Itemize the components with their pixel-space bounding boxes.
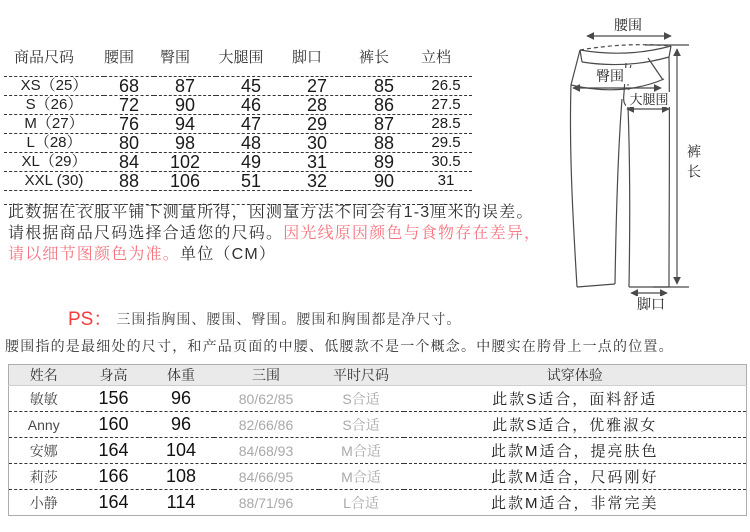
fit-header-cell: 试穿体验 [404, 365, 747, 386]
size-cell: 98 [154, 134, 216, 153]
size-cell: 27 [286, 77, 348, 96]
size-cell: 46 [216, 96, 286, 115]
left-hem [577, 284, 615, 287]
size-cell: 29.5 [420, 134, 472, 153]
fit-cell: 此款M适合，非常完美 [491, 495, 659, 512]
size-cell: 94 [154, 115, 216, 134]
size-header-cell: 立档 [420, 30, 472, 77]
fit-cell: 164 [79, 438, 149, 464]
fit-cell: 此款M适合，提亮肤色 [404, 438, 747, 464]
fit-cell: 此款S适合，面料舒适 [404, 386, 747, 412]
fit-table [8, 364, 747, 516]
size-cell: 87 [348, 115, 420, 134]
size-cell: XXL (30) [4, 172, 104, 191]
size-cell: 47 [216, 115, 286, 134]
right-inner-seam [628, 107, 630, 287]
size-header-cell: 臀围 [154, 30, 216, 77]
fit-row [9, 386, 747, 412]
ps-label: PS： [68, 309, 113, 330]
size-cell: S（26） [4, 96, 104, 115]
fit-header-cell: 平时尺码 [319, 365, 404, 386]
size-cell: 72 [104, 96, 154, 115]
size-cell: 106 [154, 172, 216, 191]
size-table-header-row [4, 30, 472, 77]
fit-header-cell: 三围 [214, 365, 319, 386]
size-row [4, 172, 472, 191]
size-cell: 87 [154, 77, 216, 96]
fit-row [9, 490, 747, 516]
ps-text: 三围指胸围、腰围、臀围。腰围和胸围都是净尺寸。 [116, 311, 462, 327]
left-inner-seam [615, 99, 622, 284]
size-cell: 84 [104, 153, 154, 172]
size-cell: 30 [286, 134, 348, 153]
length-label: 裤长 [684, 136, 702, 192]
fit-cell: 此款S适合，优雅淑女 [404, 412, 747, 438]
fit-header-cell: 姓名 [9, 365, 79, 386]
size-cell: XS（25） [4, 77, 104, 96]
fit-cell: 此款M适合，尺码刚好 [404, 464, 747, 490]
fit-cell: Anny [9, 412, 79, 438]
note-line-3 [8, 244, 541, 265]
size-cell: 68 [104, 77, 154, 96]
fit-cell: 108 [149, 464, 214, 490]
size-cell: 45 [216, 77, 286, 96]
size-cell: 89 [348, 153, 420, 172]
note-line-1: 此数据在衣服平铺下测量所得，因测量方法不同会有1-3厘米的误差。 [8, 204, 534, 221]
fit-cell: 84/68/93 [214, 438, 319, 464]
fit-cell: 104 [149, 438, 214, 464]
size-cell: 49 [216, 153, 286, 172]
size-cell: 28 [286, 96, 348, 115]
color-warning-text: 请以细节图颜色为准。 [8, 246, 181, 263]
fit-cell: 敏敏 [9, 386, 79, 412]
size-cell: 31 [420, 172, 472, 191]
fit-cell: S合适 [319, 386, 404, 412]
size-header-cell: 腰围 [104, 30, 154, 77]
size-row [4, 115, 472, 134]
size-cell: 88 [104, 172, 154, 191]
fit-cell: 166 [79, 464, 149, 490]
waist-label: 腰围 [607, 17, 649, 33]
fit-cell: S合适 [319, 412, 404, 438]
pocket-line [648, 58, 663, 80]
fit-cell: 82/66/86 [214, 412, 319, 438]
fit-header-cell: 体重 [149, 365, 214, 386]
fit-cell: 88/71/96 [238, 494, 294, 511]
size-cell: 48 [216, 134, 286, 153]
fit-cell: 96 [149, 386, 214, 412]
measurement-note [8, 202, 541, 265]
size-cell: 30.5 [420, 153, 472, 172]
size-table [4, 30, 472, 205]
size-cell: 28.5 [420, 115, 472, 134]
fit-cell: 156 [79, 386, 149, 412]
size-header-cell: 脚口 [286, 30, 348, 77]
size-header-cell: 大腿围 [216, 30, 286, 77]
ps-note [68, 304, 461, 331]
size-cell: L（28） [4, 134, 104, 153]
fit-cell: 安娜 [9, 438, 79, 464]
fit-cell: 96 [149, 412, 214, 438]
pants-diagram [565, 0, 750, 320]
note-line-2: 请根据商品尺码选择合适您的尺码。因光线原因颜色与食物存在差异， [8, 225, 542, 242]
size-cell: 90 [348, 172, 420, 191]
fit-cell: 80/62/85 [214, 386, 319, 412]
fit-cell: 160 [79, 412, 149, 438]
unit-label: 单位（CM） [180, 246, 277, 263]
size-row [4, 77, 472, 96]
fit-table-header-row [9, 365, 747, 386]
size-cell: 29 [286, 115, 348, 134]
size-cell: M（27） [4, 115, 104, 134]
hip-label: 臀围 [589, 68, 631, 84]
size-cell: 85 [348, 77, 420, 96]
fit-cell: 莉莎 [9, 464, 79, 490]
size-cell: 80 [104, 134, 154, 153]
size-header-cell: 裤长 [348, 30, 420, 77]
hem-label: 脚口 [632, 296, 670, 312]
size-cell: 27.5 [420, 96, 472, 115]
fit-cell: 小静 [29, 494, 58, 511]
fit-cell: M合适 [319, 438, 404, 464]
fit-row [9, 412, 747, 438]
size-cell: 86 [348, 96, 420, 115]
size-cell: 76 [104, 115, 154, 134]
fit-row [9, 438, 747, 464]
color-warning-text: 因光线原因颜色与食物存在差异， [283, 225, 542, 242]
fit-row [9, 464, 747, 490]
size-row [4, 134, 472, 153]
fit-cell: 164 [98, 492, 129, 512]
fit-header-cell: 身高 [79, 365, 149, 386]
size-header-cell: 商品尺码 [4, 30, 104, 77]
size-cell: 26.5 [420, 77, 472, 96]
size-row [4, 153, 472, 172]
waist-definition-note: 腰围指的是最细处的尺寸，和产品页面的中腰、低腰款不是一个概念。中腰实在胯骨上一点的位置。 [5, 338, 674, 354]
fit-cell: 114 [166, 492, 196, 512]
fit-cell: L合适 [343, 494, 379, 511]
thigh-label: 大腿围 [626, 92, 672, 107]
size-cell: 90 [154, 96, 216, 115]
size-cell: 51 [216, 172, 286, 191]
size-cell: XL（29） [4, 153, 104, 172]
size-cell: 32 [286, 172, 348, 191]
fit-cell: M合适 [319, 464, 404, 490]
size-cell: 102 [154, 153, 216, 172]
size-row [4, 96, 472, 115]
waistband-front [580, 46, 671, 53]
size-cell: 88 [348, 134, 420, 153]
size-cell: 31 [286, 153, 348, 172]
fit-cell: 84/66/95 [214, 464, 319, 490]
